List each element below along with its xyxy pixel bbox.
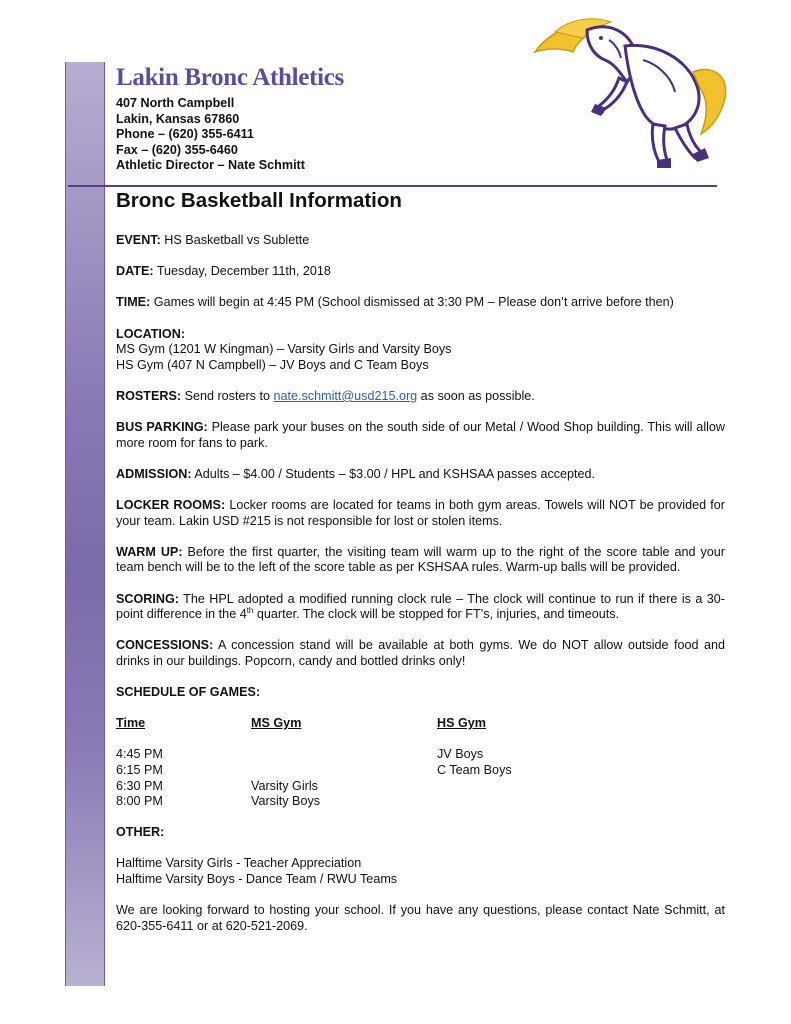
scoring-sup: th xyxy=(246,606,254,616)
date-label: DATE: xyxy=(116,264,154,279)
schedule-header-time: Time xyxy=(116,716,146,731)
schedule-table xyxy=(116,716,725,809)
location-line: MS Gym (1201 W Kingman) – Varsity Girls and Varsity Boys xyxy=(116,342,452,357)
phone-line: Phone – (620) 355-6411 xyxy=(116,127,254,142)
admission-label: ADMISSION: xyxy=(116,466,192,481)
schedule-time: 4:45 PM xyxy=(116,747,163,762)
concessions-text: A concession stand will be available at both gyms. We do NOT allow outside food and drinks in our buildings. Popcorn, candy and bottled drinks only! xyxy=(116,638,725,669)
other-line: Halftime Varsity Girls - Teacher Appreciation xyxy=(116,856,362,871)
address-block xyxy=(116,96,305,174)
date-section xyxy=(116,264,725,280)
address-line: Lakin, Kansas 67860 xyxy=(116,111,240,126)
locker-text: Locker rooms are located for teams in both gym areas. Towels will NOT be provided for your team. Lakin USD #215 is not responsible for lost or stolen items. xyxy=(116,498,725,528)
schedule-row xyxy=(116,794,725,810)
scoring-post: quarter. The clock will be stopped for FT’s, injuries, and timeouts. xyxy=(253,607,619,622)
other-heading xyxy=(116,825,725,841)
schedule-time: 6:15 PM xyxy=(116,763,163,777)
rosters-pre: Send rosters to xyxy=(181,388,274,403)
scoring-label: SCORING: xyxy=(116,591,179,606)
other-section xyxy=(116,856,725,887)
email-link[interactable]: nate.schmitt@usd215.org xyxy=(273,388,418,403)
event-label: EVENT: xyxy=(116,233,161,247)
locker-label: LOCKER ROOMS: xyxy=(116,498,226,513)
bronco-logo-icon xyxy=(525,12,735,172)
locker-rooms-section xyxy=(116,498,725,529)
admission-text: Adults – $4.00 / Students – $3.00 / HPL and KSHSAA passes accepted. xyxy=(191,466,596,481)
bus-text: Please park your buses on the south side of our Metal / Wood Shop building. This will allow more room for fans to park. xyxy=(116,420,726,450)
bus-label: BUS PARKING: xyxy=(116,420,208,435)
rosters-section xyxy=(116,389,725,405)
concessions-section xyxy=(116,638,725,669)
schedule-ms-gym: Varsity Girls xyxy=(251,778,318,793)
date-text: Tuesday, December 11th, 2018 xyxy=(153,264,331,279)
schedule-ms-gym: Varsity Boys xyxy=(251,794,321,809)
document-body xyxy=(116,233,725,950)
school-name: Lakin Bronc Athletics xyxy=(116,64,344,91)
time-label: TIME: xyxy=(116,295,151,310)
location-line: HS Gym (407 N Campbell) – JV Boys and C Team Boys xyxy=(116,357,429,372)
other-line: Halftime Varsity Boys - Dance Team / RWU Teams xyxy=(116,871,398,886)
rosters-post: as soon as possible. xyxy=(417,388,535,403)
event-section xyxy=(116,233,725,249)
schedule-label: SCHEDULE OF GAMES: xyxy=(116,685,261,700)
admission-section xyxy=(116,467,725,483)
schedule-hs-gym: C Team Boys xyxy=(437,763,512,777)
decorative-sidebar xyxy=(65,62,105,986)
warm-up-section xyxy=(116,545,725,576)
location-section xyxy=(116,327,725,374)
warmup-label: WARM UP: xyxy=(116,544,183,559)
schedule-header-hs-gym: HS Gym xyxy=(437,716,486,731)
address-line: 407 North Campbell xyxy=(116,96,235,110)
schedule-heading xyxy=(116,685,725,701)
header-divider xyxy=(68,185,717,187)
schedule-hs-gym: JV Boys xyxy=(437,747,484,762)
schedule-row xyxy=(116,747,725,763)
fax-line: Fax – (620) 355-6460 xyxy=(116,142,238,157)
time-section xyxy=(116,295,725,311)
closing-paragraph: We are looking forward to hosting your school. If you have any questions, please contact Nate Schmitt, at 620-355-6411 or at 620-521-2069. xyxy=(116,902,725,933)
athletic-director-line: Athletic Director – Nate Schmitt xyxy=(116,158,305,173)
schedule-row xyxy=(116,763,725,779)
rosters-label: ROSTERS: xyxy=(116,388,182,403)
other-label: OTHER: xyxy=(116,825,165,839)
schedule-time: 8:00 PM xyxy=(116,794,163,809)
schedule-row xyxy=(116,779,725,795)
schedule-time: 6:30 PM xyxy=(116,778,163,793)
scoring-section xyxy=(116,592,725,623)
concessions-label: CONCESSIONS: xyxy=(116,638,214,653)
warmup-text: Before the first quarter, the visiting team will warm up to the right of the score table and your team bench will be to the left of the score table as per KSHSAA rules. Warm-up balls will be provided. xyxy=(116,544,725,575)
schedule-header-row xyxy=(116,716,725,732)
event-text: HS Basketball vs Sublette xyxy=(160,233,310,247)
scoring-pre: The HPL adopted a modified running clock rule – The clock will continue to run if there is a 30-point difference in the 4 xyxy=(116,591,725,622)
document-title: Bronc Basketball Information xyxy=(116,189,402,212)
bus-parking-section xyxy=(116,420,725,451)
time-text: Games will begin at 4:45 PM (School dismissed at 3:30 PM – Please don’t arrive before then) xyxy=(150,295,674,310)
location-label: LOCATION: xyxy=(116,326,186,341)
schedule-header-ms-gym: MS Gym xyxy=(251,716,302,731)
